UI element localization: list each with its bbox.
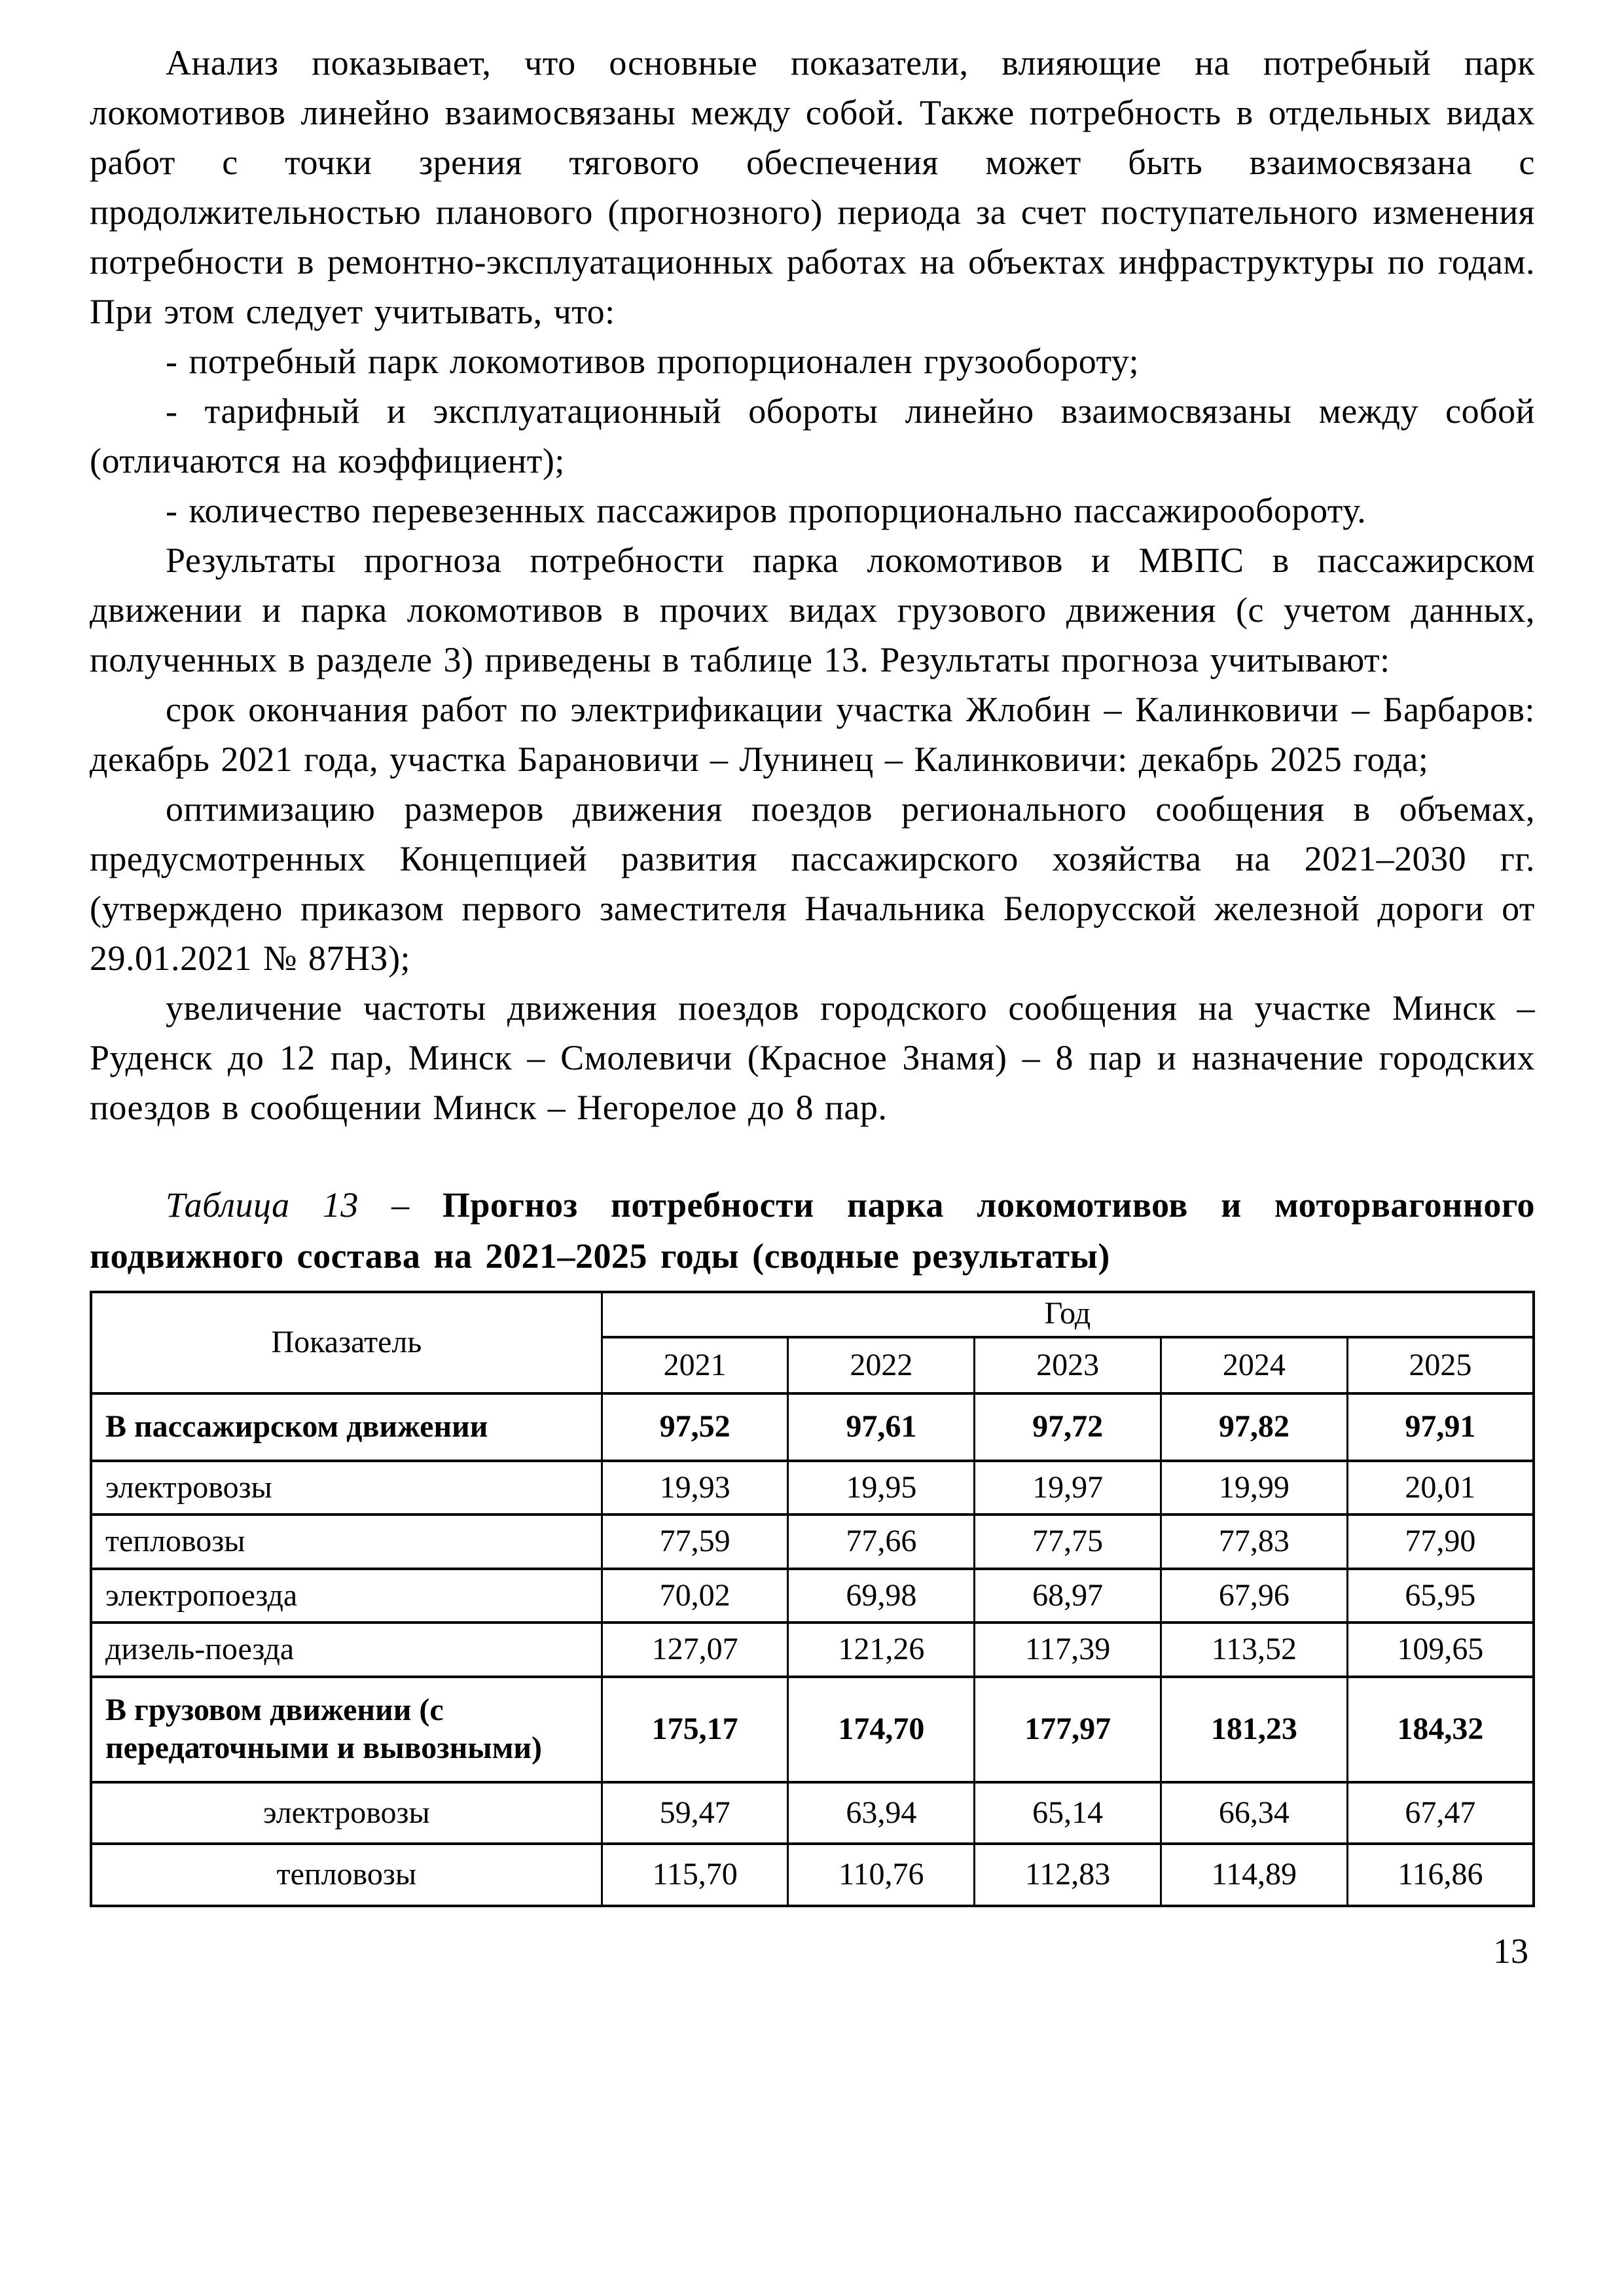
cell-value: 184,32 xyxy=(1347,1677,1534,1782)
table-header-year-group: Год xyxy=(602,1292,1534,1337)
cell-value: 68,97 xyxy=(975,1569,1161,1623)
cell-value: 181,23 xyxy=(1161,1677,1347,1782)
table-row xyxy=(91,1623,1534,1677)
table-row xyxy=(91,1844,1534,1906)
table-body xyxy=(91,1393,1534,1906)
forecast-table xyxy=(90,1291,1535,1907)
paragraph: увеличение частоты движения поездов городского сообщения на участке Минск – Руденск до 12 пар, Минск – Смолевичи (Красное Знамя) – 8 пар и назначение городских поездов в сообщении Минск – Негорелое до 8 пар. xyxy=(90,988,1535,1127)
table-row xyxy=(91,1569,1534,1623)
cell-value: 59,47 xyxy=(602,1782,788,1844)
cell-value: 70,02 xyxy=(602,1569,788,1623)
cell-value: 19,97 xyxy=(975,1461,1161,1515)
cell-value: 121,26 xyxy=(788,1623,975,1677)
cell-value: 19,99 xyxy=(1161,1461,1347,1515)
page-number: 13 xyxy=(1493,1931,1528,1971)
cell-value: 77,59 xyxy=(602,1515,788,1569)
cell-value: 67,47 xyxy=(1347,1782,1534,1844)
table-row xyxy=(91,1461,1534,1515)
paragraph: срок окончания работ по электрификации участка Жлобин – Калинковичи – Барбаров: декабрь 2021 года, участка Барановичи – Лунинец – Калинковичи: декабрь 2025 года; xyxy=(90,690,1535,779)
row-label: электровозы xyxy=(91,1461,602,1515)
cell-value: 109,65 xyxy=(1347,1623,1534,1677)
cell-value: 77,66 xyxy=(788,1515,975,1569)
cell-value: 69,98 xyxy=(788,1569,975,1623)
cell-value: 117,39 xyxy=(975,1623,1161,1677)
row-label: тепловозы xyxy=(91,1515,602,1569)
table-row xyxy=(91,1782,1534,1844)
cell-value: 177,97 xyxy=(975,1677,1161,1782)
table-caption-label: Таблица 13 – xyxy=(166,1185,442,1225)
table-header-year: 2022 xyxy=(788,1337,975,1394)
body-text xyxy=(90,38,1535,1132)
cell-value: 20,01 xyxy=(1347,1461,1534,1515)
cell-value: 66,34 xyxy=(1161,1782,1347,1844)
table-row xyxy=(91,1515,1534,1569)
paragraph: Анализ показывает, что основные показатели, влияющие на потребный парк локомотивов линейно взаимосвязаны между собой. Также потребность в отдельных видах работ с точки зрения тягового обеспечения может быть взаимосвязана с продолжительностью планового (прогнозного) периода за счет поступательного изменения потребности в ремонтно-эксплуатационных работах на объектах инфраструктуры по годам. При этом следует учитывать, что: xyxy=(90,43,1535,331)
row-label: дизель-поезда xyxy=(91,1623,602,1677)
cell-value: 97,52 xyxy=(602,1393,788,1461)
cell-value: 116,86 xyxy=(1347,1844,1534,1906)
table-caption-title: Прогноз потребности парка локомотивов и моторвагонного подвижного состава на 2021–2025 годы (сводные результаты) xyxy=(90,1185,1535,1276)
cell-value: 67,96 xyxy=(1161,1569,1347,1623)
cell-value: 77,90 xyxy=(1347,1515,1534,1569)
row-label: электропоезда xyxy=(91,1569,602,1623)
row-label: В грузовом движении (с передаточными и вывозными) xyxy=(91,1677,602,1782)
cell-value: 175,17 xyxy=(602,1677,788,1782)
cell-value: 174,70 xyxy=(788,1677,975,1782)
cell-value: 19,93 xyxy=(602,1461,788,1515)
table-header-year: 2021 xyxy=(602,1337,788,1394)
cell-value: 97,91 xyxy=(1347,1393,1534,1461)
cell-value: 115,70 xyxy=(602,1844,788,1906)
cell-value: 110,76 xyxy=(788,1844,975,1906)
paragraph: - потребный парк локомотивов пропорционален грузообороту; xyxy=(166,342,1140,381)
paragraph: оптимизацию размеров движения поездов регионального сообщения в объемах, предусмотренных Концепцией развития пассажирского хозяйства на 2021–2030 гг. (утверждено приказом первого заместителя Начальника Белорусской железной дороги от 29.01.2021 № 87НЗ); xyxy=(90,789,1535,978)
table-row xyxy=(91,1677,1534,1782)
cell-value: 97,82 xyxy=(1161,1393,1347,1461)
cell-value: 63,94 xyxy=(788,1782,975,1844)
cell-value: 97,61 xyxy=(788,1393,975,1461)
row-label: электровозы xyxy=(91,1782,602,1844)
paragraph: Результаты прогноза потребности парка локомотивов и МВПС в пассажирском движении и парка локомотивов в прочих видах грузового движения (с учетом данных, полученных в разделе 3) приведены в таблице 13. Результаты прогноза учитывают: xyxy=(90,541,1535,679)
cell-value: 19,95 xyxy=(788,1461,975,1515)
cell-value: 112,83 xyxy=(975,1844,1161,1906)
table-header-row-group xyxy=(91,1292,1534,1337)
page-content xyxy=(90,38,1535,1971)
table-header-year: 2025 xyxy=(1347,1337,1534,1394)
cell-value: 114,89 xyxy=(1161,1844,1347,1906)
paragraph: - тарифный и эксплуатационный обороты линейно взаимосвязаны между собой (отличаются на коэффициент); xyxy=(90,391,1535,480)
cell-value: 65,95 xyxy=(1347,1569,1534,1623)
row-label: В пассажирском движении xyxy=(91,1393,602,1461)
cell-value: 77,75 xyxy=(975,1515,1161,1569)
table-header-indicator: Показатель xyxy=(91,1292,602,1393)
table-caption xyxy=(90,1179,1535,1282)
paragraph: - количество перевезенных пассажиров пропорционально пассажирообороту. xyxy=(166,491,1367,530)
cell-value: 65,14 xyxy=(975,1782,1161,1844)
table-header-year: 2023 xyxy=(975,1337,1161,1394)
cell-value: 77,83 xyxy=(1161,1515,1347,1569)
row-label: тепловозы xyxy=(91,1844,602,1906)
cell-value: 127,07 xyxy=(602,1623,788,1677)
cell-value: 113,52 xyxy=(1161,1623,1347,1677)
cell-value: 97,72 xyxy=(975,1393,1161,1461)
table-header-year: 2024 xyxy=(1161,1337,1347,1394)
table-row xyxy=(91,1393,1534,1461)
